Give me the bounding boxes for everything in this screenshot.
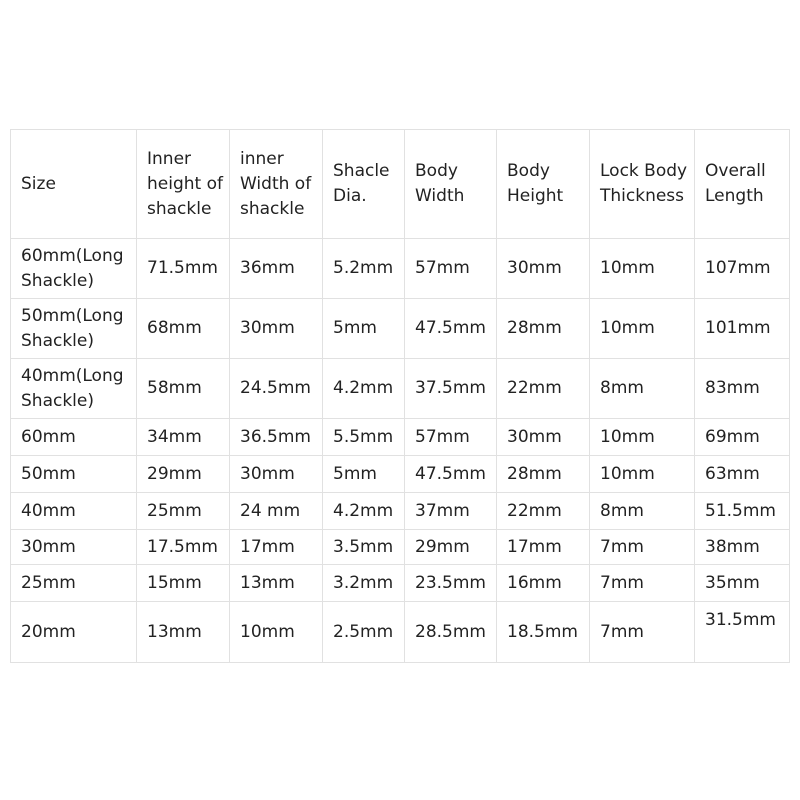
table-cell-body-thickness: 8mm [590,359,695,419]
table-cell-body-width: 29mm [405,530,497,565]
table-cell-inner-width: 10mm [230,602,323,663]
table-cell-size: 50mm(Long Shackle) [11,299,137,359]
table-cell-body-width: 57mm [405,239,497,299]
header-cell-inner-height: Inner height of shackle [137,130,230,239]
table-cell-size: 50mm [11,456,137,493]
table-cell-inner-height: 25mm [137,493,230,530]
table-cell-body-width: 47.5mm [405,299,497,359]
table-cell-shackle-dia: 4.2mm [323,359,405,419]
table-cell-inner-height: 68mm [137,299,230,359]
table-cell-overall-length: 69mm [695,419,790,456]
table-cell-shackle-dia: 3.2mm [323,565,405,602]
table-cell-body-height: 30mm [497,419,590,456]
table-cell-size: 25mm [11,565,137,602]
table-cell-body-thickness: 10mm [590,456,695,493]
table-cell-body-width: 23.5mm [405,565,497,602]
table-cell-body-width: 57mm [405,419,497,456]
table-cell-overall-length: 83mm [695,359,790,419]
table-cell-body-height: 28mm [497,299,590,359]
table-row [11,419,790,456]
table-cell-size: 60mm(Long Shackle) [11,239,137,299]
table-cell-inner-width: 36mm [230,239,323,299]
header-cell-body-width: Body Width [405,130,497,239]
header-cell-body-height: Body Height [497,130,590,239]
table-cell-body-height: 28mm [497,456,590,493]
table-cell-size: 40mm(Long Shackle) [11,359,137,419]
table-cell-body-height: 18.5mm [497,602,590,663]
table-row [11,456,790,493]
table-cell-inner-height: 71.5mm [137,239,230,299]
table-cell-body-thickness: 7mm [590,602,695,663]
table-cell-body-width: 28.5mm [405,602,497,663]
table-body [11,239,790,663]
table-cell-shackle-dia: 5mm [323,299,405,359]
table-header [11,130,790,239]
table-cell-overall-length: 35mm [695,565,790,602]
table-cell-inner-width: 17mm [230,530,323,565]
table-cell-body-height: 17mm [497,530,590,565]
table-cell-body-thickness: 10mm [590,419,695,456]
table-cell-inner-width: 36.5mm [230,419,323,456]
table-cell-shackle-dia: 3.5mm [323,530,405,565]
table-cell-inner-width: 13mm [230,565,323,602]
table-cell-body-thickness: 7mm [590,530,695,565]
table-cell-size: 20mm [11,602,137,663]
table-cell-inner-width: 24.5mm [230,359,323,419]
table-cell-size: 60mm [11,419,137,456]
table-row [11,299,790,359]
table-cell-shackle-dia: 5mm [323,456,405,493]
table-cell-overall-length: 31.5mm [695,602,790,663]
table-row [11,602,790,663]
table-cell-body-height: 22mm [497,359,590,419]
table-cell-inner-width: 30mm [230,299,323,359]
table-cell-overall-length: 107mm [695,239,790,299]
table-cell-inner-width: 24 mm [230,493,323,530]
table-cell-body-width: 47.5mm [405,456,497,493]
table-row [11,565,790,602]
table-row [11,493,790,530]
table-cell-size: 40mm [11,493,137,530]
table-cell-inner-height: 29mm [137,456,230,493]
table-cell-body-height: 22mm [497,493,590,530]
header-cell-overall-length: Overall Length [695,130,790,239]
header-cell-inner-width: inner Width of shackle [230,130,323,239]
table-cell-body-height: 16mm [497,565,590,602]
table-cell-body-width: 37mm [405,493,497,530]
table-row [11,530,790,565]
table-cell-overall-length: 101mm [695,299,790,359]
table-cell-inner-height: 15mm [137,565,230,602]
table-cell-overall-length: 63mm [695,456,790,493]
table-cell-body-thickness: 8mm [590,493,695,530]
header-cell-body-thickness: Lock Body Thickness [590,130,695,239]
table-row [11,239,790,299]
table-cell-body-thickness: 10mm [590,239,695,299]
header-cell-size: Size [11,130,137,239]
table-cell-inner-height: 58mm [137,359,230,419]
table-cell-overall-length: 38mm [695,530,790,565]
table-cell-inner-height: 34mm [137,419,230,456]
header-cell-shackle-dia: Shacle Dia. [323,130,405,239]
table-cell-shackle-dia: 2.5mm [323,602,405,663]
header-row [11,130,790,239]
table-cell-body-height: 30mm [497,239,590,299]
table-cell-body-width: 37.5mm [405,359,497,419]
table-cell-shackle-dia: 4.2mm [323,493,405,530]
table-cell-overall-length: 51.5mm [695,493,790,530]
table-cell-body-thickness: 7mm [590,565,695,602]
table-cell-inner-width: 30mm [230,456,323,493]
table-row [11,359,790,419]
table-cell-shackle-dia: 5.2mm [323,239,405,299]
table-cell-inner-height: 17.5mm [137,530,230,565]
table-cell-shackle-dia: 5.5mm [323,419,405,456]
table-cell-body-thickness: 10mm [590,299,695,359]
table-cell-inner-height: 13mm [137,602,230,663]
table-cell-size: 30mm [11,530,137,565]
spec-table [10,129,790,663]
